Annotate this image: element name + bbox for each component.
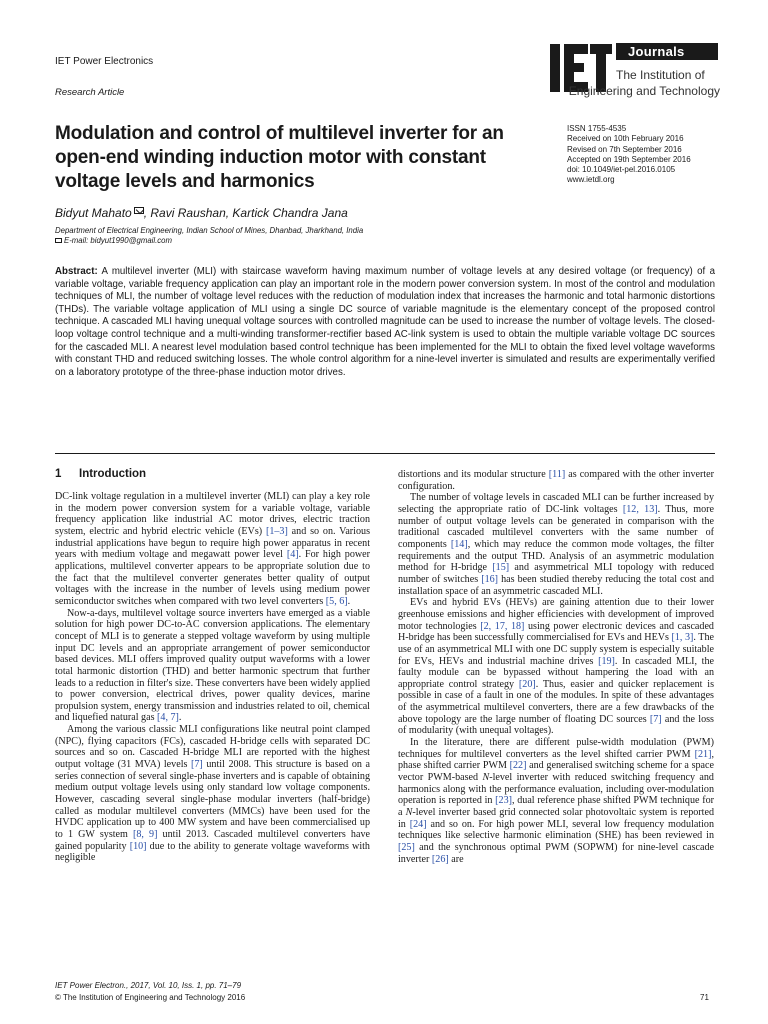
logo-journals-label: Journals [616, 43, 718, 60]
citation-link[interactable]: [24] [409, 818, 427, 830]
page-number: 71 [700, 993, 709, 1002]
citation-link[interactable]: [23] [495, 795, 512, 807]
envelope-small-icon [55, 238, 62, 243]
email-address[interactable]: E-mail: bidyut1990@gmail.com [64, 236, 173, 245]
text-run: using power electronic devices and cascaded H-bridge has been successfully commercialised for EVs and HEVs [398, 620, 714, 644]
website-link[interactable]: www.ietdl.org [567, 175, 615, 185]
text-run: . Thus, more number of output voltage levels can be generated in comparison with the traditional cascaded multilevel converters with the same number of components [398, 503, 714, 550]
citation-link[interactable]: [16] [481, 573, 499, 585]
citation-link[interactable]: [12, 13] [622, 503, 658, 515]
text-run: and so on. For high power MLI, several low frequency modulation techniques like selective harmonic elimination (SHE) has been reviewed in [398, 818, 714, 842]
text-run: , which may reduce the common mode voltages, the filter requirements and the output THD. Analysis of an asymmetric modulation method for H-bridge [398, 538, 714, 574]
text-run: until 2013. Cascaded multilevel converters have gained popularity [55, 829, 370, 852]
article-metadata [567, 124, 691, 186]
citation-link[interactable]: [1, 3] [671, 632, 694, 644]
text-run: The number of voltage levels in cascaded MLI can be further increased by selecting the appropriate ratio of DC-link voltages [398, 492, 714, 515]
citation-link[interactable]: [19] [598, 655, 615, 667]
citation-link[interactable]: [15] [492, 562, 510, 574]
paragraph [398, 492, 714, 597]
text-run: . For high power applications, multilevel converter appears to be appropriate solution due to the fact that the multilevel converter generates better quality of output voltages with the increase in the number of levels using medium power semiconductor switches when compared with two level converters [55, 549, 370, 607]
text-run: . Thus, easier and quicker replacement is possible in case of a fault in one of the modules. In spite of these advantages of the asymmetrical multilevel converters, there are a few drawbacks of the above topology are the large number of floating DC sources [398, 678, 714, 725]
article-title: Modulation and control of multilevel inverter for an open-end winding induction motor with constant voltage levels and harmonics [55, 123, 504, 192]
text-run: , phase shifted carrier PWM [398, 748, 714, 772]
journal-name: IET Power Electronics [55, 56, 154, 67]
citation-link[interactable]: [7] [649, 713, 662, 725]
body-column-right [398, 469, 714, 865]
text-run: . The use of an asymmetrical MLI with one DC supply system is especially suitable for EVs, HEVs and industrial machine drives [398, 632, 714, 667]
paragraph [398, 597, 714, 737]
citation-link[interactable]: [1–3] [265, 525, 288, 537]
text-run: . In cascaded MLI, the faulty module can be bypassed without hampering the load with an appropriate control strategy [398, 655, 714, 690]
citation-link[interactable]: [8, 9] [133, 829, 158, 841]
citation-link[interactable]: [14] [450, 538, 468, 550]
text-run: , dual reference phase shifted PWM technique for a [398, 795, 714, 819]
section-number: 1 [55, 468, 62, 480]
article-type: Research Article [55, 87, 125, 98]
text-run: and asymmetrical MLI topology with reduced number of switches [398, 562, 714, 585]
abstract-text: A multilevel inverter (MLI) with staircase waveform having maximum number of voltage levels at any desired voltage (or frequency) of a variable voltage, variable frequency application can play an important role in the modern power conversion system. In most of the control and modulation techniques of MLI, the number of voltage level reduces with the reduction of modulation index that increases the harmonic and total harmonic distortions (THDs). The variable voltage application of MLI using a single DC source of variable magnitude is the elementary concept of the proposed control technique. A cascaded MLI having unequal voltage sources with controlled magnitude can be used to increase the number of voltage levels. The closed-loop voltage control technique and a multi-winding transformer-rectifier based AC-link system is used to obtain the multiple variable voltage DC sources for the cascaded MLI. A nearest level modulation based control technique has been implemented for the MLI to obtain the fixed level voltage waveforms with constant THD and reduced switching losses. The whole control algorithm for a nine-level inverter is simulated and results are experimentally verified on a laboratory prototype of the three-phase induction motor drives. [55, 266, 715, 378]
abstract [55, 266, 715, 379]
citation-link[interactable]: [20] [518, 678, 536, 690]
body-column-left [55, 491, 370, 864]
citation-link[interactable]: [11] [548, 469, 566, 480]
text-run: are [448, 853, 464, 865]
text-run: -level inverter based grid connected solar photovoltaic system is reported in [398, 807, 714, 830]
issn: ISSN 1755-4535 [567, 124, 627, 133]
text-run: -level inverter with reduced switching frequency and harmonics along with the performance evaluation, including over-modulation operation is reported in [398, 772, 714, 807]
citation-link[interactable]: [26] [431, 853, 449, 865]
abstract-label: Abstract: [55, 266, 98, 277]
math-symbol: N [482, 772, 490, 784]
paragraph [55, 491, 370, 608]
text-run: due to the ability to generate voltage waveforms with negligible [55, 840, 370, 864]
text-run: and the loss of modularity (with unequal voltages). [398, 713, 714, 737]
citation-link[interactable]: [2, 17, 18] [480, 620, 525, 632]
affiliation: Department of Electrical Engineering, Indian School of Mines, Dhanbad, Jharkhand, India [55, 226, 364, 235]
text-run: distortions and its modular structure [398, 469, 549, 480]
text-run: Among the various classic MLI configurations like neutral point clamped (NPC), flying capacitors (FCs), cascaded H-bridge cells with separated DC sources and so on. Cascaded H-bridge MLI are reported with the highest output voltage (31 MVA) levels [55, 724, 370, 771]
text-run: as compared with the other inverter configuration. [398, 469, 714, 492]
math-symbol: N [405, 807, 413, 819]
text-run: until 2008. This structure is based on a series connection of several single-phase inverters and is capable of obtaining medium output voltage levels using only standard low voltage components. However, cascading several single-phase modular inverters (half-bridge) called as modular multilevel converters (MMCs) have been used for the HVDC application up to 400 MW system and have been commercialised up to 1 GW system [55, 759, 370, 841]
accepted-date: Accepted on 19th September 2016 [567, 154, 691, 164]
text-run: . [347, 595, 351, 607]
footer-copyright: © The Institution of Engineering and Technology 2016 [55, 993, 246, 1002]
author-others: , Ravi Raushan, Kartick Chandra Jana [143, 206, 348, 220]
text-run: . [178, 712, 182, 724]
text-run: In the literature, there are different pulse-width modulation (PWM) techniques for multilevel converters as the level shifted carrier PWM [398, 737, 714, 760]
text-run: and the synchronous optimal PWM (SOPWM) for nine-level cascade inverter [398, 842, 714, 865]
received-date: Received on 10th February 2016 [567, 134, 684, 144]
citation-link[interactable]: [25] [398, 842, 415, 853]
footer-journal-reference [55, 981, 241, 990]
doi[interactable]: doi: 10.1049/iet-pel.2016.0105 [567, 165, 676, 175]
text-run: and generalised switching scheme for a space vector PWM-based [398, 760, 714, 784]
text-run: Now-a-days, multilevel voltage source inverters have emerged as a viable solution for high power DC-to-AC conversion applications. The elementary concept of MLI is to generate a stepped voltage waveform by using multiple input DC levels and an appropriate arrangement of power semiconductor based devices. MLI offers improved quality output waveforms with a lower total harmonic distortion (THD) and better harmonic spectrum that further leads to a reduction in filter's size. These converters have been widely applied to power conversion, electrical drives, power quality devices, marine propulsion system, energy transmission and industries related to oil, chemical and liquefied natural gas [55, 607, 370, 724]
footer-journal-text: IET Power Electron., 2017, Vol. 10, Iss. 1, pp. 71–79 [55, 981, 242, 990]
author-list [55, 206, 348, 220]
abstract-divider [55, 453, 715, 454]
paragraph [398, 469, 714, 492]
text-run: EVs and hybrid EVs (HEVs) are gaining attention due to their lower greenhouse emissions and higher efficiencies with development of improved motor technologies [398, 597, 714, 632]
text-run: has been studied thereby reducing the total cost and installation space of an asymmetric cascaded MLI. [398, 573, 715, 597]
section-heading [55, 468, 146, 480]
text-run: DC-link voltage regulation in a multilevel inverter (MLI) can play a key role in the modern power conversion system for a variable voltage, variable frequency application like industrial AC motor drives, electric traction system, electric and hybrid electric vehicle (EVs) [55, 491, 370, 537]
citation-link[interactable]: [4, 7] [157, 712, 179, 724]
section-title: Introduction [79, 468, 147, 480]
citation-link[interactable]: [4] [286, 549, 299, 561]
citation-link[interactable]: [21] [694, 748, 712, 760]
author-corresponding[interactable]: Bidyut Mahato [55, 206, 132, 220]
text-run: and so on. Various industrial applications have begun to require high power apparatus in recent years with medium voltage and megawatt power level [55, 525, 370, 561]
paragraph [55, 724, 370, 864]
email-line [55, 236, 172, 245]
paragraph [55, 608, 370, 725]
logo-institution-line2: Engineering and Technology [568, 84, 720, 98]
citation-link[interactable]: [10] [129, 840, 147, 852]
citation-link[interactable]: [7] [191, 759, 203, 771]
citation-link[interactable]: [22] [509, 760, 527, 772]
envelope-icon[interactable] [134, 207, 144, 214]
citation-link[interactable]: [5, 6] [325, 595, 348, 607]
revised-date: Revised on 7th September 2016 [567, 144, 682, 154]
logo-institution-line1: The Institution of [616, 68, 705, 82]
paragraph [398, 737, 714, 865]
iet-logo[interactable] [550, 40, 720, 106]
